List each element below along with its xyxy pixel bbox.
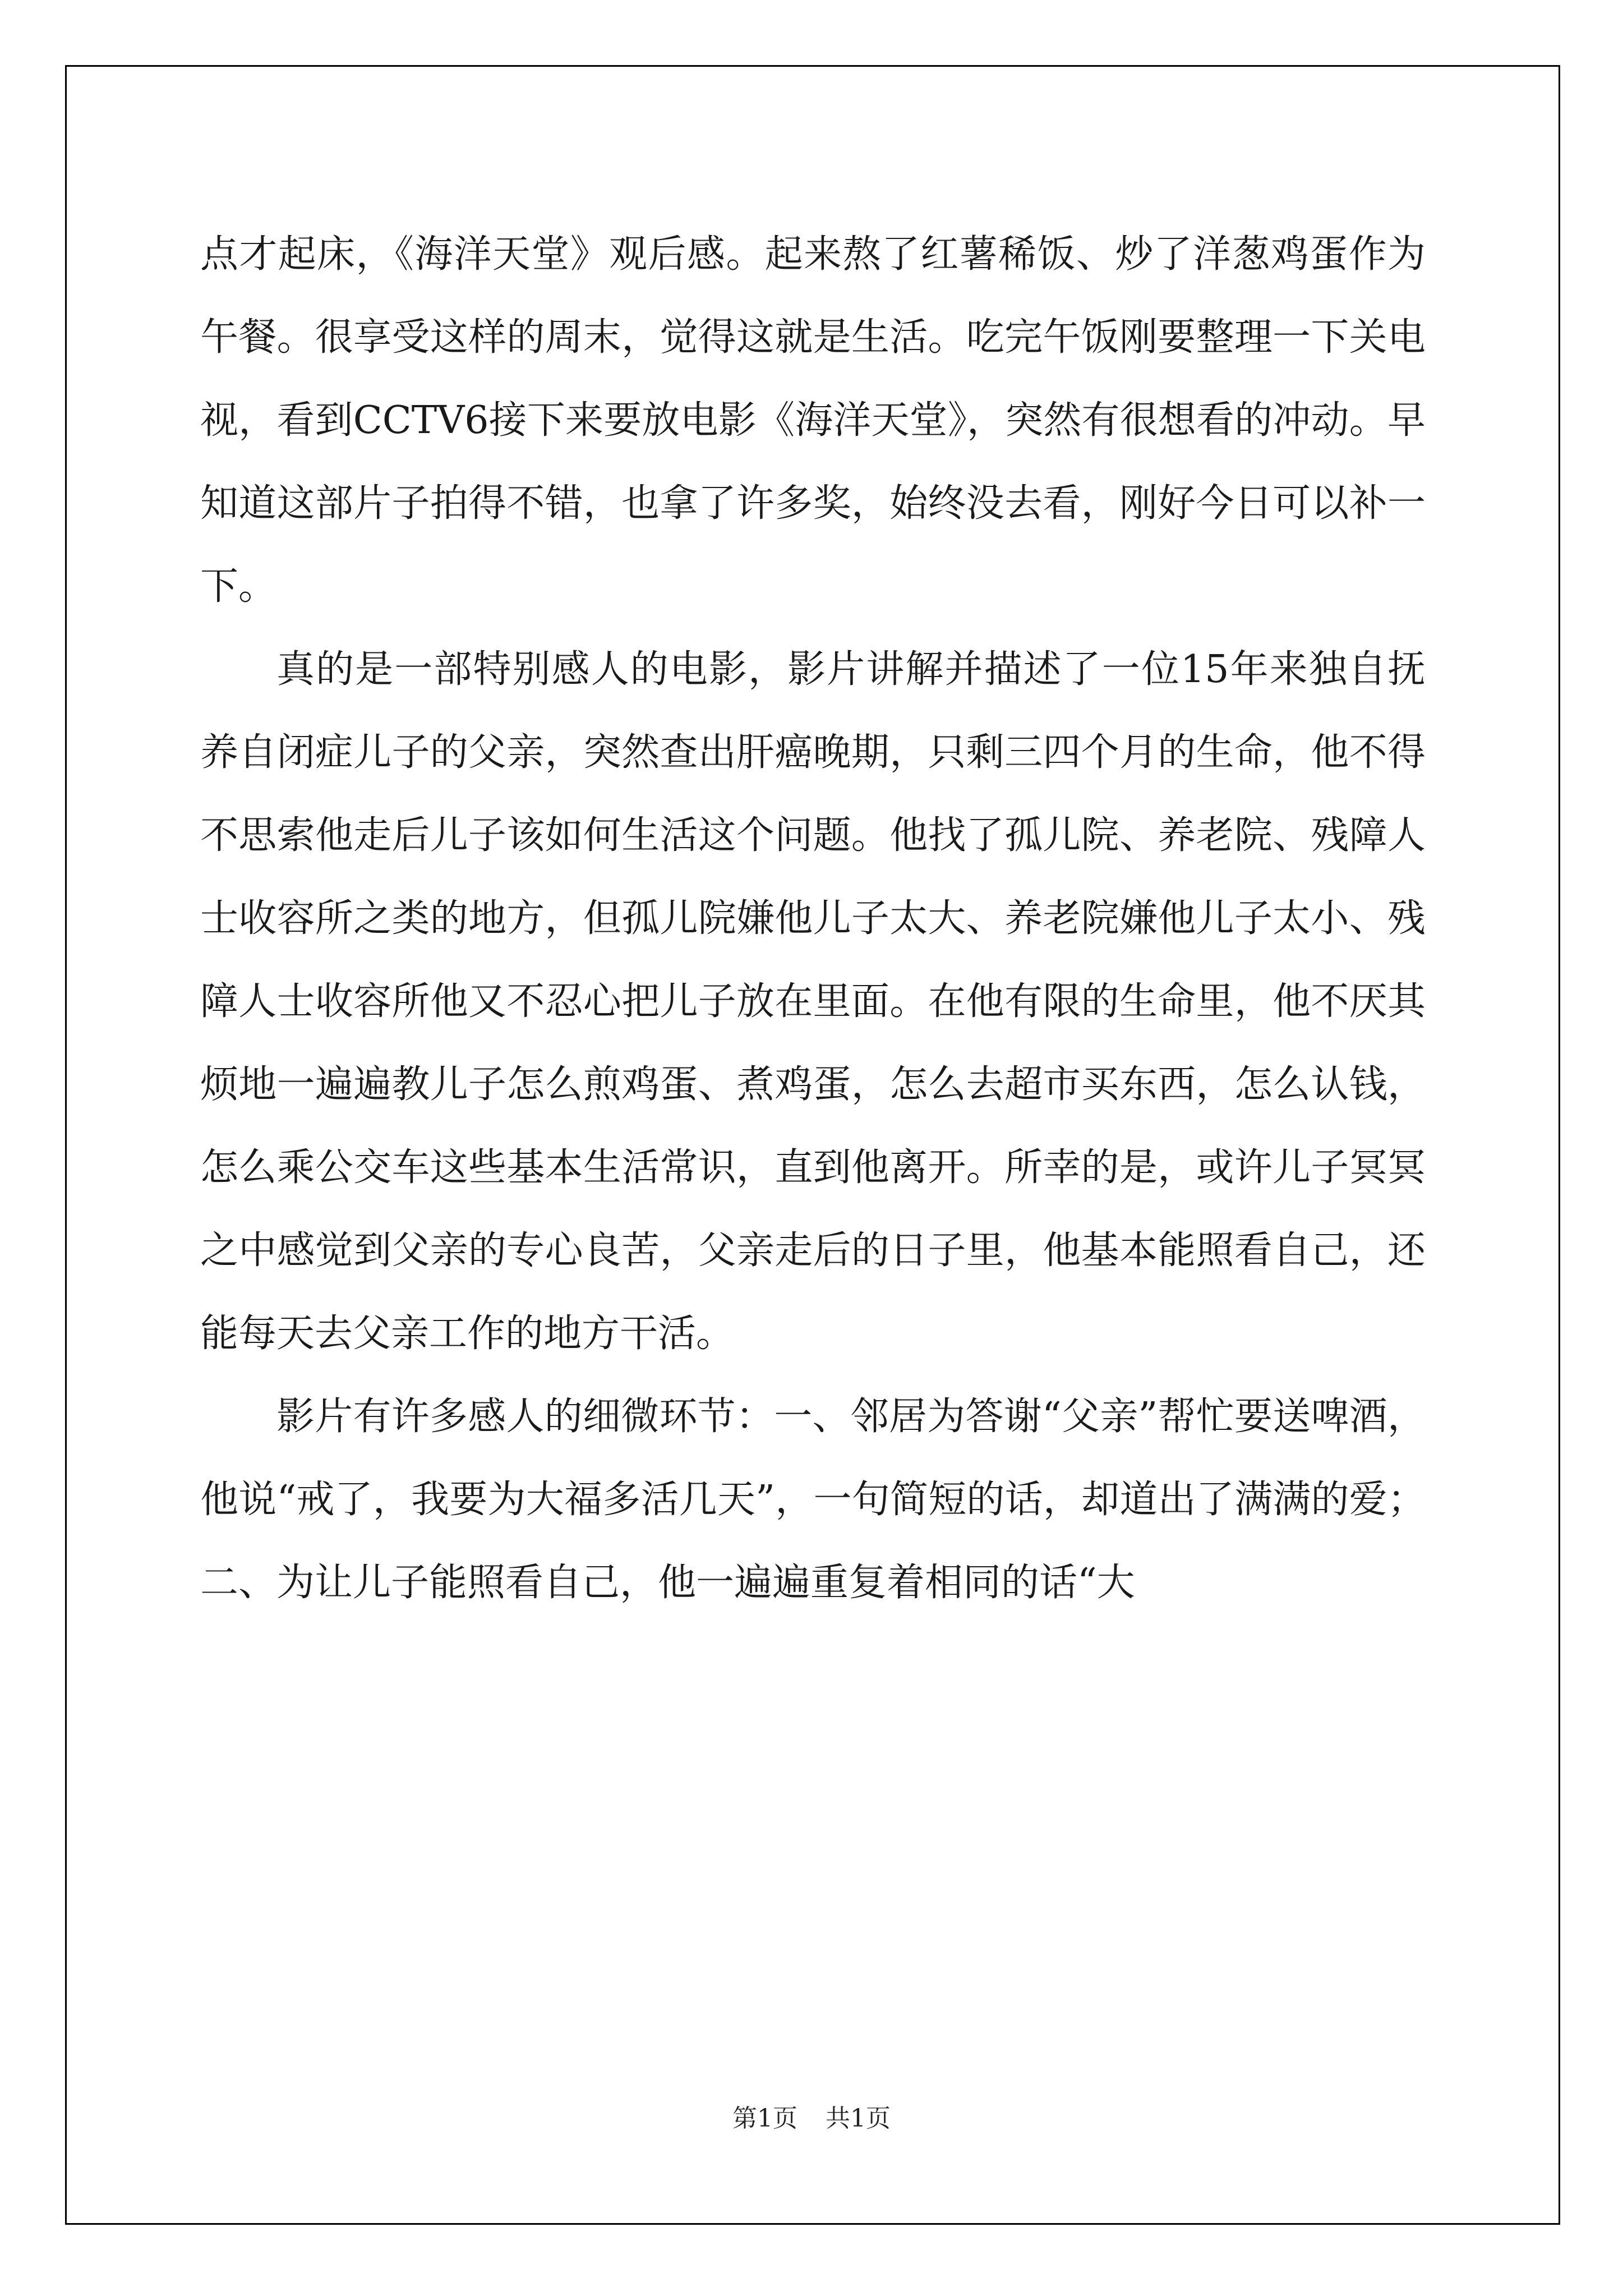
paragraph-1: 点才起床，《海洋天堂》观后感。起来熬了红薯稀饭、炒了洋葱鸡蛋作为午餐。很享受这样的周末，觉得这就是生活。吃完午饭刚要整理一下关电视，看到CCTV6接下来要放电影《海洋天堂》，突然有很想看的冲动。早知道这部片子拍得不错，也拿了许多奖，始终没去看，刚好今日可以补一下。 — [200, 232, 1426, 609]
paragraph-2: 真的是一部特别感人的电影，影片讲解并描述了一位15年来独自抚养自闭症儿子的父亲，突然查出肝癌晚期，只剩三四个月的生命，他不得不思索他走后儿子该如何生活这个问题。他找了孤儿院、养老院、残障人士收容所之类的地方，但孤儿院嫌他儿子太大、养老院嫌他儿子太小、残障人士收容所他又不忍心把儿子放在里面。在他有限的生命里，他不厌其烦地一遍遍教儿子怎么煎鸡蛋、煮鸡蛋，怎么去超市买东西，怎么认钱，怎么乘公交车这些基本生活常识，直到他离开。所幸的是，或许儿子冥冥之中感觉到父亲的专心良苦，父亲走后的日子里，他基本能照看自己，还能每天去父亲工作的地方干活。 — [200, 647, 1426, 1356]
paragraph-3: 影片有许多感人的细微环节：一、邻居为答谢“父亲”帮忙要送啤酒，他说“戒了，我要为大福多活几天”，一句简短的话，却道出了满满的爱；二、为让儿子能照看自己，他一遍遍重复着相同的话“大 — [200, 1395, 1426, 1605]
document-body — [200, 213, 1426, 1625]
page-total: 共1页 — [826, 2104, 891, 2133]
page-number: 第1页 — [732, 2104, 797, 2133]
page-footer — [0, 2098, 1623, 2134]
